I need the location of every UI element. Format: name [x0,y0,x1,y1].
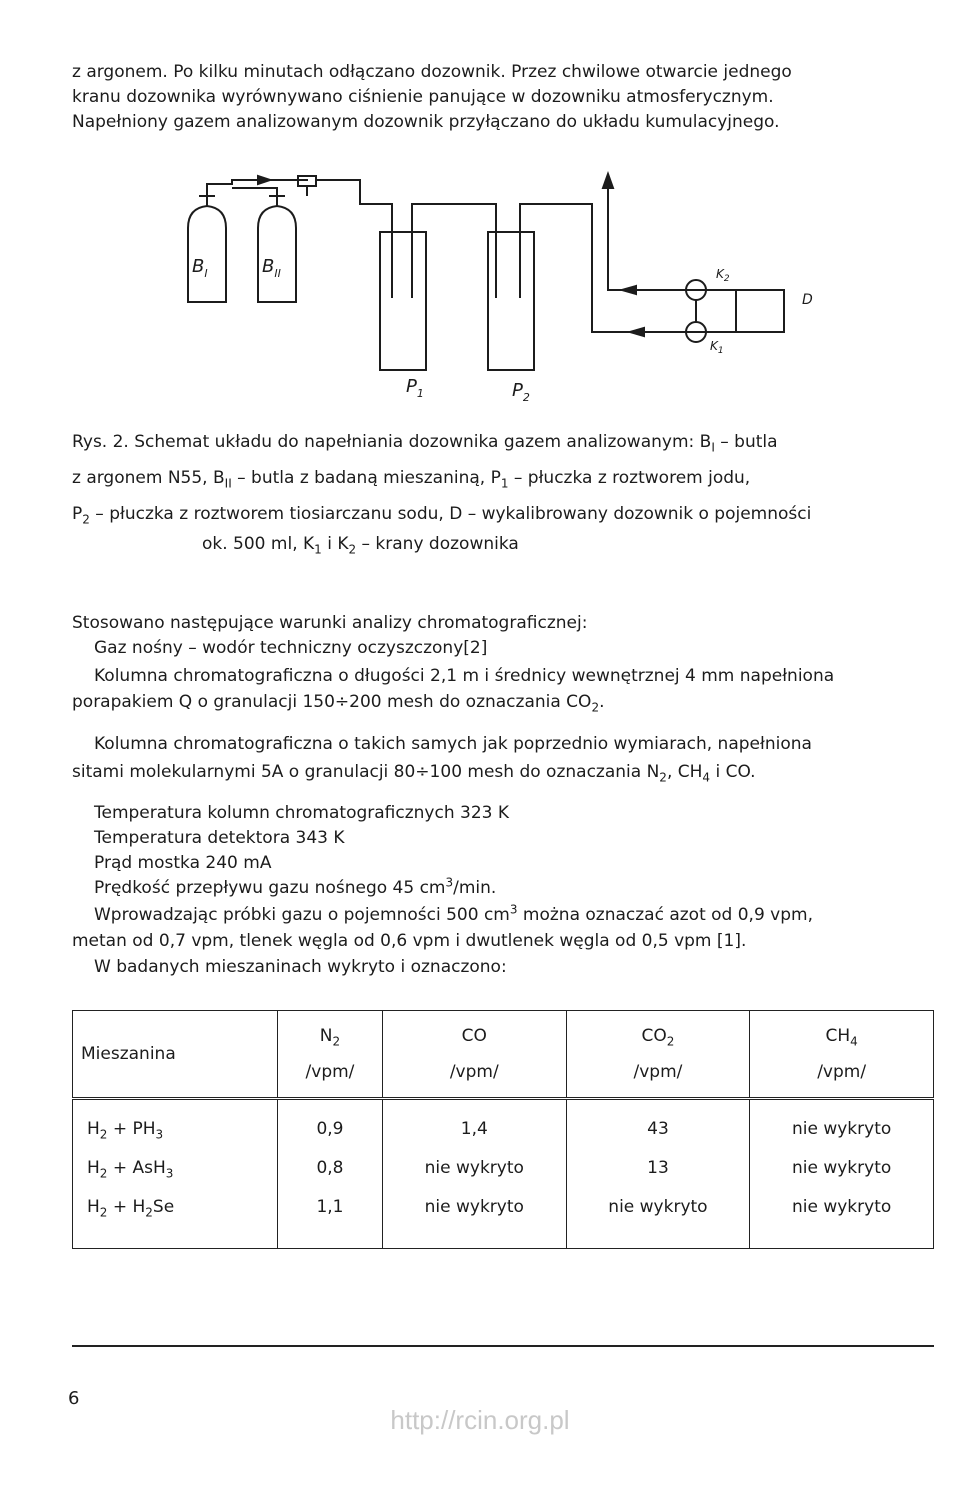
label-k1: $K_1$ [710,339,724,356]
gas-cylinder-b1 [188,206,226,302]
label-d: D [802,292,813,308]
mixture-cell: $H_2 + H_2Se$ [87,1197,175,1220]
header-n2: $N_2$ /vpm/ [278,1011,383,1099]
mixture-cell: $H_2 + AsH_3$ [87,1158,174,1181]
header-ch4: $CH_4$ /vpm/ [750,1011,934,1099]
mixture-column [73,1099,278,1249]
co-column [382,1099,566,1249]
detector-temperature: Temperatura detektora 343 K [94,828,345,848]
co2-cell: 43 [647,1119,669,1139]
n2-column [278,1099,383,1249]
figure-caption: Rys. 2. Schemat układu do napełniania dozownika gazem analizowanym: $B_I$ – butla z argonem N55, $B_{II}$ – butla z badaną mieszaniną, $P_1$ – płuczka z roztworem jodu, $P_2$ – płuczka z roztworem tiosiarczanu sodu, D – wykalibrowany dozownik o pojemności ok. 500 ml, $K_1$ i $K_2$ – krany dozownika [72,432,812,557]
label-b1: $B_I$ [192,256,208,280]
detection-limits-line2: metan od 0,7 vpm, tlenek węgla od 0,6 vpm i dwutlenek węgla od 0,5 vpm [1]. [72,931,747,951]
column1-line2: porapakiem Q o granulacji 150÷200 mesh do oznaczania $CO_2$. [72,692,605,715]
co-cell: 1,4 [460,1119,488,1139]
label-b2: $B_{II}$ [262,256,281,280]
page-number: 6 [68,1388,80,1409]
washer-p1 [380,232,426,370]
n2-cell: 1,1 [316,1197,344,1217]
detected-intro: W badanych mieszaninach wykryto i oznaczono: [94,957,507,977]
column1-line1: Kolumna chromatograficzna o długości 2,1 m i średnicy wewnętrznej 4 mm napełniona [94,666,835,686]
label-p2: $P_2$ [512,380,530,404]
label-p1: $P_1$ [406,376,424,400]
washer-p2 [488,232,534,370]
co2-column [566,1099,750,1249]
header-mixture: Mieszanina [73,1011,278,1099]
column-temperature: Temperatura kolumn chromatograficznych 323 K [94,803,510,823]
dosing-vessel-d [706,290,784,332]
co-cell: nie wykryto [424,1197,524,1217]
n2-cell: 0,8 [316,1158,344,1178]
connection-line [412,204,496,298]
table-header-row [73,1011,934,1099]
header-co: CO /vpm/ [382,1011,566,1099]
results-table [72,1010,934,1249]
apparatus-diagram [170,170,830,420]
ch4-cell: nie wykryto [791,1158,892,1178]
carrier-flow-rate: Prędkość przepływu gazu nośnego 45 $cm^3/\min$. [94,875,497,898]
source-watermark: http://rcin.org.pl [390,1405,570,1435]
table-row [73,1099,934,1249]
co-cell: nie wykryto [424,1158,524,1178]
intro-paragraph [72,60,932,135]
conditions-heading: Stosowano następujące warunki analizy chromatograficznej: [72,613,588,633]
n2-cell: 0,9 [316,1119,344,1139]
intro-line: z argonem. Po kilku minutach odłączano dozownik. Przez chwilowe otwarcie jednego [72,62,792,82]
footer-divider [72,1345,934,1347]
bridge-current: Prąd mostka 240 mA [94,853,272,873]
column2-line2: sitami molekularnymi 5A o granulacji 80÷100 mesh do oznaczania $N_2$, $CH_4$ i CO. [72,762,756,785]
carrier-gas-line: Gaz nośny – wodór techniczny oczyszczony[2] [94,638,488,658]
vent-line [608,184,686,290]
ch4-cell: nie wykryto [791,1197,892,1217]
intro-line: Napełniony gazem analizowanym dozownik przyłączano do układu kumulacyjnego. [72,112,780,132]
gas-cylinder-b2 [258,206,296,302]
connection-line [520,204,686,332]
label-k2: $K_2$ [716,267,730,284]
mixture-cell: $H_2 + PH_3$ [87,1119,164,1142]
column2-line1: Kolumna chromatograficzna o takich samych jak poprzednio wymiarach, napełniona [94,734,812,754]
detection-limits-line1: Wprowadzając próbki gazu o pojemności 500 $cm^3$ można oznaczać azot od 0,9 vpm, [94,902,813,925]
intro-line: kranu dozownika wyrównywano ciśnienie panujące w dozowniku atmosferycznym. [72,87,774,107]
co2-cell: 13 [647,1158,669,1178]
ch4-column [750,1099,934,1249]
ch4-cell: nie wykryto [791,1119,892,1139]
co2-cell: nie wykryto [608,1197,708,1217]
header-co2: $CO_2$ /vpm/ [566,1011,750,1099]
flow-arrow [258,176,270,184]
